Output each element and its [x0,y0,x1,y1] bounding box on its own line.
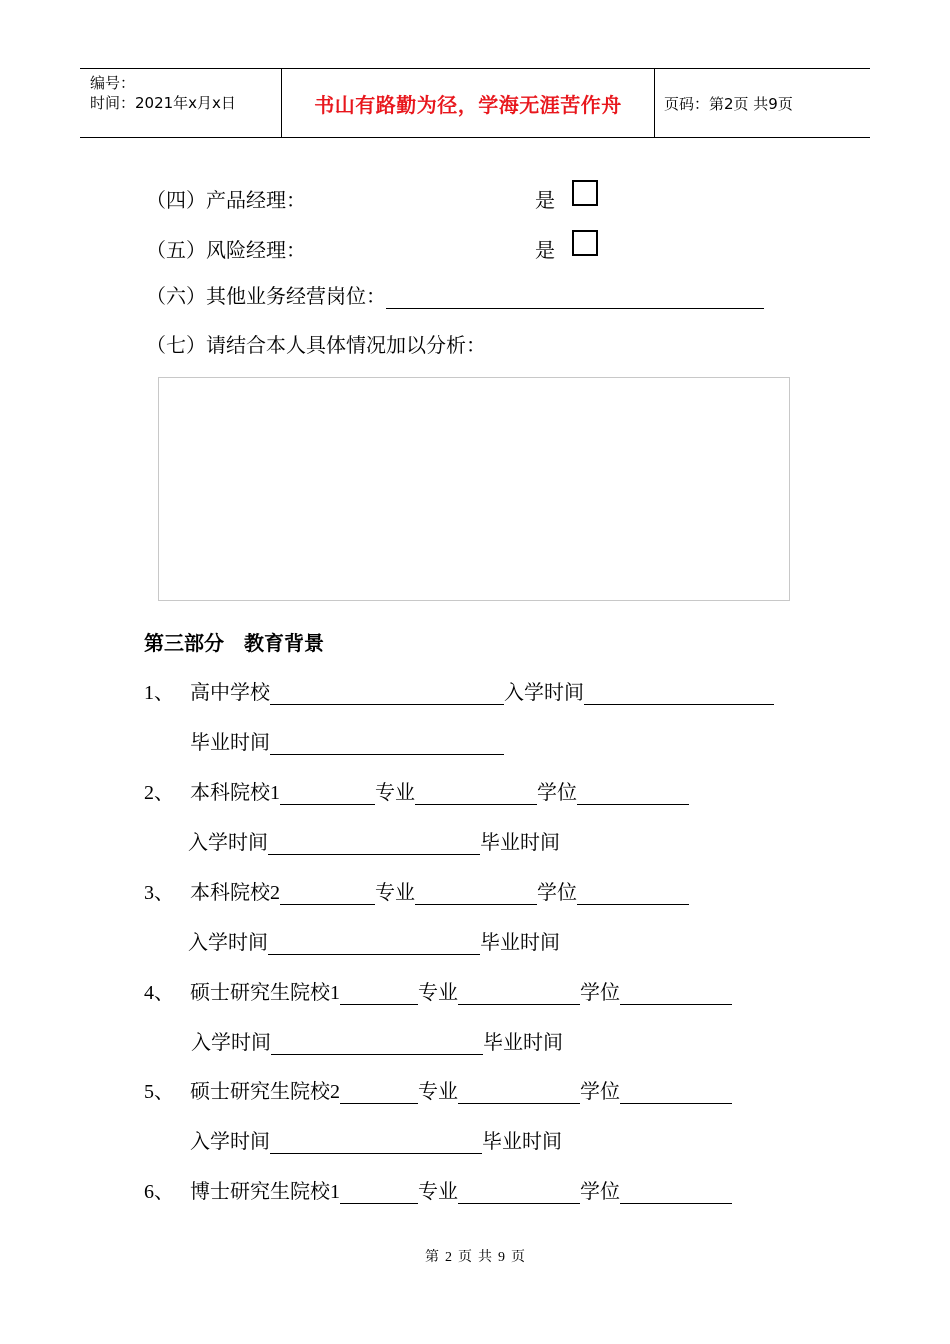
school-field[interactable] [340,982,418,1005]
number-label: 编号： [90,74,136,92]
enroll-label: 入学时间 [191,1032,271,1054]
degree-field[interactable] [577,782,689,805]
enroll-label: 入学时间 [190,1131,270,1153]
graduate-label: 毕业时间 [480,832,560,854]
product-manager-label: （四）产品经理： [146,188,306,212]
degree-label: 学位 [580,1181,620,1203]
school-label: 本科院校1 [190,782,280,804]
graduate-label: 毕业时间 [483,1032,563,1054]
enroll-field[interactable] [271,1032,483,1055]
school-field[interactable] [280,882,375,905]
major-field[interactable] [415,782,537,805]
header-divider-right [654,69,655,137]
graduate-label: 毕业时间 [480,932,560,954]
major-label: 专业 [375,782,415,804]
enroll-label: 入学时间 [188,932,268,954]
edu-row-sub [190,1125,562,1154]
edu-row-main [190,1075,732,1104]
edu-row-number: 3、 [144,882,174,904]
edu-row-main [190,1175,732,1204]
footer-page-number: 2 [445,1250,452,1265]
footer-total-pages: 9 [498,1250,505,1265]
school-label: 高中学校 [190,682,270,704]
major-label: 专业 [418,982,458,1004]
major-field[interactable] [458,1181,580,1204]
education-section-title: 第三部分 教育背景 [144,631,324,655]
degree-label: 学位 [580,982,620,1004]
risk-manager-yes-label: 是 [535,238,555,262]
degree-field[interactable] [577,882,689,905]
edu-row-number: 1、 [144,682,174,704]
footer-ye-2: 页 [511,1250,525,1265]
major-label: 专业 [418,1181,458,1203]
enroll-field[interactable] [270,1131,482,1154]
edu-row-sub [188,826,560,855]
major-label: 专业 [418,1081,458,1103]
footer-di: 第 [425,1250,439,1265]
degree-label: 学位 [580,1081,620,1103]
edu-row-main [190,876,689,905]
page-footer [0,1246,950,1266]
degree-field[interactable] [620,982,732,1005]
edu-row-sub [191,1026,563,1055]
degree-field[interactable] [620,1081,732,1104]
other-post-row [146,280,764,309]
footer-ye: 页 [458,1250,472,1265]
product-manager-checkbox[interactable] [572,180,598,206]
school-field[interactable] [270,682,504,705]
graduate-field[interactable] [270,732,504,755]
analysis-prompt: （七）请结合本人具体情况加以分析： [146,333,486,357]
header-page-info: 页码：第2页 共9页 [664,95,793,113]
major-field[interactable] [458,982,580,1005]
graduate-label: 毕业时间 [190,732,270,754]
degree-field[interactable] [620,1181,732,1204]
product-manager-yes-label: 是 [535,188,555,212]
major-field[interactable] [415,882,537,905]
edu-row-number: 6、 [144,1181,174,1203]
enroll-field[interactable] [268,932,480,955]
major-field[interactable] [458,1081,580,1104]
school-label: 硕士研究生院校2 [190,1081,340,1103]
edu-row-number: 4、 [144,982,174,1004]
risk-manager-checkbox[interactable] [572,230,598,256]
major-label: 专业 [375,882,415,904]
other-post-label: （六）其他业务经营岗位： [146,284,386,308]
edu-row-sub [190,726,504,755]
school-label: 本科院校2 [190,882,280,904]
edu-row-main [190,976,732,1005]
enroll-field[interactable] [268,832,480,855]
school-field[interactable] [340,1181,418,1204]
school-field[interactable] [340,1081,418,1104]
header-meta [90,73,236,113]
edu-row-sub [188,926,560,955]
analysis-textarea[interactable] [158,377,790,601]
degree-label: 学位 [537,782,577,804]
other-post-field[interactable] [386,286,764,309]
risk-manager-label: （五）风险经理： [146,238,306,262]
school-label: 硕士研究生院校1 [190,982,340,1004]
enroll-label: 入学时间 [188,832,268,854]
graduate-label: 毕业时间 [482,1131,562,1153]
school-label: 博士研究生院校1 [190,1181,340,1203]
enroll-field[interactable] [584,682,774,705]
header-motto: 书山有路勤为径，学海无涯苦作舟 [314,92,622,117]
document-header [80,68,870,138]
footer-gong: 共 [478,1250,492,1265]
degree-label: 学位 [537,882,577,904]
edu-row-number: 2、 [144,782,174,804]
edu-row-number: 5、 [144,1081,174,1103]
edu-row-main [190,776,689,805]
time-label: 时间：2021年x月x日 [90,94,236,112]
school-field[interactable] [280,782,375,805]
enroll-label: 入学时间 [504,682,584,704]
edu-row-main [190,676,774,705]
